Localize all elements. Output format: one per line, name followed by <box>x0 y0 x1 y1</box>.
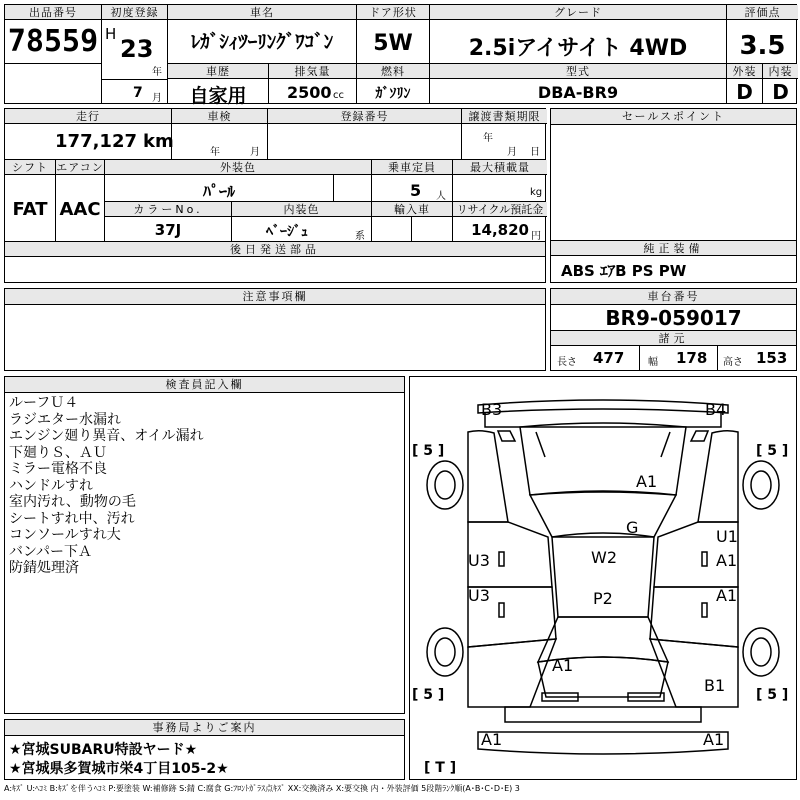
transfer-day-unit: 日 <box>530 147 540 158</box>
damage-mark: B1 <box>704 676 726 695</box>
displacement: 2500 <box>287 83 332 102</box>
sales-point-section <box>550 108 797 283</box>
damage-mark: A1 <box>716 586 738 605</box>
interior-label: 内装 <box>763 64 798 79</box>
history-label: 車歴 <box>168 64 268 79</box>
reg-month: 7 <box>133 85 143 101</box>
inspector-note: 下廻りＳ、ＡＵ <box>9 444 107 461</box>
score: 3.5 <box>739 31 786 61</box>
tire-front-left: [ 5 ] <box>412 443 445 459</box>
color-no-label: カラーNo. <box>105 202 231 217</box>
sales-point-label: セールスポイント <box>551 109 796 125</box>
first-reg-label: 初度登録 <box>102 5 167 20</box>
reg-year: 23 <box>120 35 154 63</box>
door-label: ドア形状 <box>357 5 429 20</box>
inspector-note: エンジン廻り異音、オイル漏れ <box>9 428 204 444</box>
tire-front-right: [ 5 ] <box>756 443 789 459</box>
damage-mark: U1 <box>716 527 738 546</box>
spare-tire: [ T ] <box>424 760 457 776</box>
capacity-unit: 人 <box>436 191 446 202</box>
year-unit: 年 <box>152 67 162 78</box>
height-label: 高さ <box>723 357 743 368</box>
office-line-2: ★宮城県多賀城市栄4丁目105-2★ <box>9 761 229 777</box>
damage-mark: U3 <box>468 551 490 570</box>
car-name-label: 車名 <box>168 5 356 20</box>
length-label: 長さ <box>557 357 577 368</box>
height: 153 <box>756 349 788 367</box>
inspector-note: シートすれ中、汚れ <box>9 510 135 527</box>
inspector-note: ラジエター水漏れ <box>9 411 121 428</box>
width: 178 <box>676 349 708 367</box>
inspector-section <box>4 376 405 714</box>
recycle-fee: 14,820 <box>471 221 529 239</box>
equipment: ABS ｴｱB PS PW <box>561 262 687 280</box>
model-label: 型式 <box>430 64 726 79</box>
equipment-label: 純正装備 <box>551 241 796 256</box>
exterior-label: 外装 <box>727 64 762 79</box>
fuel: ｶﾞｿﾘﾝ <box>375 86 411 102</box>
lot-label: 出品番号 <box>5 5 101 20</box>
office-line-1: ★宮城SUBARU特設ヤード★ <box>9 742 198 758</box>
inspector-note: バンパー下Ａ <box>9 543 93 560</box>
tire-rear-right: [ 5 ] <box>756 687 789 703</box>
grade: 2.5iアイサイト 4WD <box>468 36 688 61</box>
length: 477 <box>593 349 625 367</box>
car-outline <box>410 377 796 779</box>
damage-mark: W2 <box>591 548 617 567</box>
history: 自家用 <box>189 85 247 107</box>
damage-mark: G <box>626 518 639 537</box>
office-label: 事務局よりご案内 <box>5 720 404 736</box>
mileage-unit: km <box>143 131 174 152</box>
legend: A:ｷｽﾞ U:ﾍｺﾐ B:ｷｽﾞを伴うﾍｺﾐ P:要塗装 W:補修跡 S:錆 C:腐食 G:ﾌﾛﾝﾄｶﾞﾗｽ点ｷｽﾞ XX:交換済み X:要交換 内・外装評価 5段階ﾗﾝｸ順(A･B･C･D･E) 3 <box>4 784 520 793</box>
inspector-note: 防錆処理済 <box>9 560 79 576</box>
chassis-label: 車台番号 <box>551 289 796 305</box>
chassis-number: BR9-059017 <box>605 306 742 330</box>
int-color-label: 内装色 <box>232 202 371 217</box>
spec-section <box>4 108 546 283</box>
load-unit: kg <box>530 187 543 198</box>
ext-color-label: 外装色 <box>105 160 371 175</box>
recycle-label: リサイクル預託金 <box>453 202 547 217</box>
damage-mark: A1 <box>716 551 738 570</box>
import-label: 輸入車 <box>372 202 452 217</box>
tire-rear-left: [ 5 ] <box>412 687 445 703</box>
chassis-section <box>550 288 797 371</box>
capacity-label: 乗車定員 <box>372 160 452 175</box>
interior-grade: D <box>772 80 789 104</box>
era: H <box>105 25 117 43</box>
damage-mark: U3 <box>468 586 490 605</box>
damage-mark: A1 <box>552 656 574 675</box>
car-name: ﾚｶﾞｼｨﾂｰﾘﾝｸﾞﾜｺﾞﾝ <box>190 31 334 53</box>
shift-label: シフト <box>5 160 55 175</box>
notes-section <box>4 288 546 371</box>
inspector-note: 室内汚れ、動物の毛 <box>9 494 136 510</box>
inspector-note: コンソールすれ大 <box>9 527 121 543</box>
load-label: 最大積載量 <box>453 160 547 175</box>
later-parts-label: 後日発送部品 <box>5 242 545 257</box>
int-color-unit: 系 <box>355 231 365 242</box>
inspector-note: ルーフＵ４ <box>9 395 79 411</box>
grade-label: グレード <box>430 5 726 20</box>
damage-mark: P2 <box>593 589 613 608</box>
inspection-month-unit: 月 <box>250 147 260 158</box>
damage-mark: A1 <box>481 730 503 749</box>
inspector-note: ミラー電格不良 <box>9 461 107 477</box>
inspection-label: 車検 <box>172 109 267 124</box>
transfer-year-unit: 年 <box>483 133 493 144</box>
fuel-label: 燃料 <box>357 64 429 79</box>
shift: FAT <box>12 199 48 220</box>
capacity: 5 <box>410 181 422 200</box>
score-label: 評価点 <box>727 5 798 20</box>
color-no: 37J <box>154 221 182 239</box>
ac-label: エアコン <box>56 161 104 174</box>
damage-mark: A1 <box>636 472 658 491</box>
inspector-notes <box>9 395 204 577</box>
damage-mark: B3 <box>481 400 503 419</box>
model: DBA-BR9 <box>537 83 619 102</box>
inspector-note: ハンドルすれ <box>9 477 93 494</box>
damage-mark: B4 <box>705 400 727 419</box>
ext-color: ﾊﾟｰﾙ <box>202 182 235 201</box>
int-color: ﾍﾞｰｼﾞｭ <box>266 224 308 240</box>
displacement-label: 排気量 <box>269 64 356 79</box>
recycle-unit: 円 <box>531 231 541 242</box>
mileage-label: 走行 <box>5 109 171 124</box>
displacement-unit: cc <box>333 90 344 101</box>
dims-label: 諸元 <box>551 331 796 346</box>
header-section <box>4 4 797 107</box>
inspector-label: 検査員記入欄 <box>5 377 404 393</box>
door-type: 5W <box>373 31 413 56</box>
damage-mark: A1 <box>703 730 725 749</box>
mileage: 177,127 <box>55 131 137 152</box>
lot-number: 78559 <box>7 24 99 59</box>
width-label: 幅 <box>648 357 658 368</box>
notes-label: 注意事項欄 <box>5 289 545 305</box>
transfer-month-unit: 月 <box>507 147 517 158</box>
inspection-year-unit: 年 <box>210 147 220 158</box>
air-conditioner: AAC <box>59 199 101 220</box>
reg-no-label: 登録番号 <box>268 109 461 124</box>
month-unit: 月 <box>152 93 162 104</box>
office-section <box>4 719 405 780</box>
exterior-grade: D <box>736 80 753 104</box>
transfer-label: 譲渡書類期限 <box>462 109 547 124</box>
damage-diagram <box>409 376 797 780</box>
